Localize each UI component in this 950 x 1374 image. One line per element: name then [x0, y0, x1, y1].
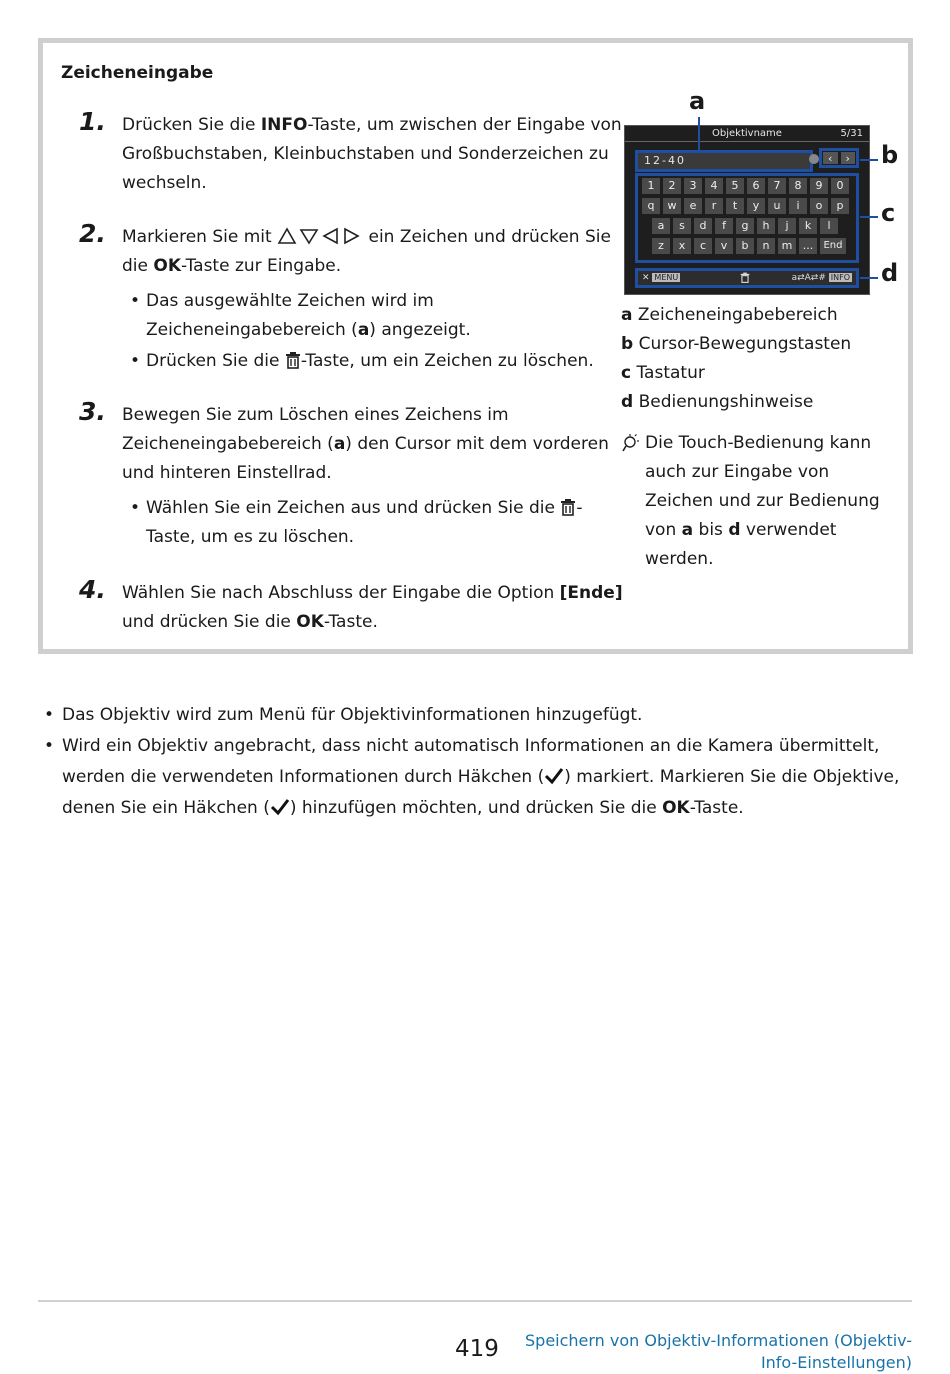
close-icon: ✕ — [642, 273, 650, 283]
list-item: • Wird ein Objektiv angebracht, dass nicht automatisch Informationen an die Kamera übermittelt, werden die verwendeten Informationen durch Häkchen ( ) markiert. Markieren Sie die Objektive, denen Sie ein Häkchen ( ) hinzufügen möchten, und drücken Sie die OK-Taste. — [44, 731, 914, 824]
main-bullets — [44, 700, 914, 824]
keyboard-key[interactable]: i — [789, 198, 807, 214]
keyboard-key[interactable]: 4 — [705, 178, 723, 194]
keyboard-key[interactable]: x — [673, 238, 691, 254]
keyboard-row — [642, 178, 852, 194]
camera-screen — [624, 125, 870, 295]
keyboard-key[interactable]: c — [694, 238, 712, 254]
keyboard-key[interactable]: u — [768, 198, 786, 214]
keyboard-key[interactable]: k — [799, 218, 817, 234]
keyboard-key[interactable]: d — [694, 218, 712, 234]
keyboard-key[interactable]: j — [778, 218, 796, 234]
keyboard-key[interactable]: y — [747, 198, 765, 214]
keyboard-key[interactable]: 1 — [642, 178, 660, 194]
footer-divider — [38, 1300, 912, 1302]
keyboard-key[interactable]: f — [715, 218, 733, 234]
keyboard-row — [642, 198, 852, 214]
list-item: • Drücken Sie die -Taste, um ein Zeichen zu löschen. — [122, 347, 624, 376]
trash-icon — [285, 351, 301, 369]
step-text: Markieren Sie mit ein Zeichen und drücken Sie die OK-Taste zur Eingabe. — [122, 227, 611, 276]
cursor-left-button[interactable]: ‹ — [823, 152, 838, 164]
list-item: • Wählen Sie ein Zeichen aus und drücken Sie die -Taste, um es zu löschen. — [122, 494, 624, 552]
keyboard-key[interactable]: 9 — [810, 178, 828, 194]
legend — [621, 301, 851, 417]
step-2 — [79, 219, 624, 378]
step-number: 2. — [79, 219, 106, 248]
keyboard-key[interactable]: a — [652, 218, 670, 234]
keyboard-key[interactable]: r — [705, 198, 723, 214]
tip-note: Die Touch-Bedienung kann auch zur Eingabe von Zeichen und zur Bedienung von a bis d verwendet werden. — [621, 429, 891, 574]
keyboard-key[interactable]: 2 — [663, 178, 681, 194]
trash-icon — [740, 272, 750, 288]
list-item: • Das Objektiv wird zum Menü für Objektivinformationen hinzugefügt. — [44, 700, 914, 731]
checkmark-icon — [270, 798, 290, 816]
keyboard-key[interactable]: e — [684, 198, 702, 214]
keyboard-key[interactable]: z — [652, 238, 670, 254]
screen-title: Objektivname — [712, 128, 782, 139]
keyboard-key[interactable]: 3 — [684, 178, 702, 194]
callout-a: a — [689, 87, 706, 115]
page-number: 419 — [455, 1336, 499, 1362]
keyboard-key[interactable]: g — [736, 218, 754, 234]
keyboard-key[interactable]: 5 — [726, 178, 744, 194]
menu-tag: MENU — [654, 273, 679, 282]
keyboard-key[interactable]: l — [820, 218, 838, 234]
cursor-move-keys — [819, 148, 859, 168]
step-3 — [79, 397, 624, 554]
callout-line-b — [860, 159, 878, 161]
legend-item: c Tastatur — [621, 363, 705, 383]
trash-icon — [560, 498, 576, 516]
step-number: 4. — [79, 575, 106, 604]
keyboard-key[interactable]: w — [663, 198, 681, 214]
legend-item: a Zeicheneingabebereich — [621, 305, 838, 325]
screen-char-count: 5/31 — [840, 128, 863, 139]
keyboard-key[interactable]: t — [726, 198, 744, 214]
cursor-right-button[interactable]: › — [841, 152, 856, 164]
keyboard-key[interactable]: b — [736, 238, 754, 254]
info-tag: INFO — [830, 273, 850, 282]
tip-bulb-icon — [621, 433, 641, 463]
step-2-bullets — [122, 287, 624, 376]
callout-line-d — [860, 277, 878, 279]
keyboard-key[interactable]: 7 — [768, 178, 786, 194]
keyboard-key[interactable]: h — [757, 218, 775, 234]
keyboard-row — [642, 218, 852, 234]
divider — [625, 141, 869, 142]
keyboard-key[interactable]: q — [642, 198, 660, 214]
keyboard — [635, 173, 859, 263]
keyboard-row — [642, 238, 852, 254]
checkmark-icon — [544, 767, 564, 785]
mode-switch-text: a⇄A⇄# — [791, 273, 826, 283]
callout-line-c — [860, 216, 878, 218]
callout-d: d — [881, 259, 899, 287]
step-1 — [79, 107, 624, 198]
chapter-link[interactable]: Speichern von Objektiv-Informationen (Objektiv-Info-Einstellungen) — [525, 1331, 912, 1372]
keyboard-key[interactable]: p — [831, 198, 849, 214]
keyboard-key[interactable]: ... — [799, 238, 817, 254]
cursor-indicator — [809, 154, 819, 164]
callout-line-a — [698, 117, 700, 151]
step-3-bullets — [122, 494, 624, 552]
keyboard-key[interactable]: 8 — [789, 178, 807, 194]
legend-item: d Bedienungshinweise — [621, 392, 814, 412]
step-text: Bewegen Sie zum Löschen eines Zeichens im Zeicheneingabebereich (a) den Cursor mit dem vorderen und hinteren Einstellrad. — [122, 405, 609, 483]
end-key[interactable]: End — [820, 238, 846, 254]
step-number: 1. — [79, 107, 106, 136]
arrow-keys-icon — [277, 227, 363, 245]
keyboard-key[interactable]: m — [778, 238, 796, 254]
character-input-area[interactable]: 12-40 — [635, 150, 813, 172]
step-4 — [79, 575, 624, 637]
keyboard-key[interactable]: v — [715, 238, 733, 254]
keyboard-key[interactable]: 6 — [747, 178, 765, 194]
step-text: Wählen Sie nach Abschluss der Eingabe die Option [Ende] und drücken Sie die OK-Taste. — [122, 583, 623, 632]
callout-b: b — [881, 141, 899, 169]
callout-c: c — [881, 199, 896, 227]
keyboard-key[interactable]: o — [810, 198, 828, 214]
legend-item: b Cursor-Bewegungstasten — [621, 334, 852, 354]
step-number: 3. — [79, 397, 106, 426]
box-title: Zeicheneingabe — [61, 63, 214, 83]
keyboard-key[interactable]: 0 — [831, 178, 849, 194]
instruction-box — [38, 38, 913, 654]
list-item: • Das ausgewählte Zeichen wird im Zeicheneingabebereich (a) angezeigt. — [122, 287, 624, 345]
step-text: Drücken Sie die INFO-Taste, um zwischen der Eingabe von Großbuchstaben, Kleinbuchstaben und Sonderzeichen zu wechseln. — [122, 115, 622, 193]
keyboard-key[interactable]: n — [757, 238, 775, 254]
keyboard-key[interactable]: s — [673, 218, 691, 234]
operation-guide — [635, 268, 859, 288]
